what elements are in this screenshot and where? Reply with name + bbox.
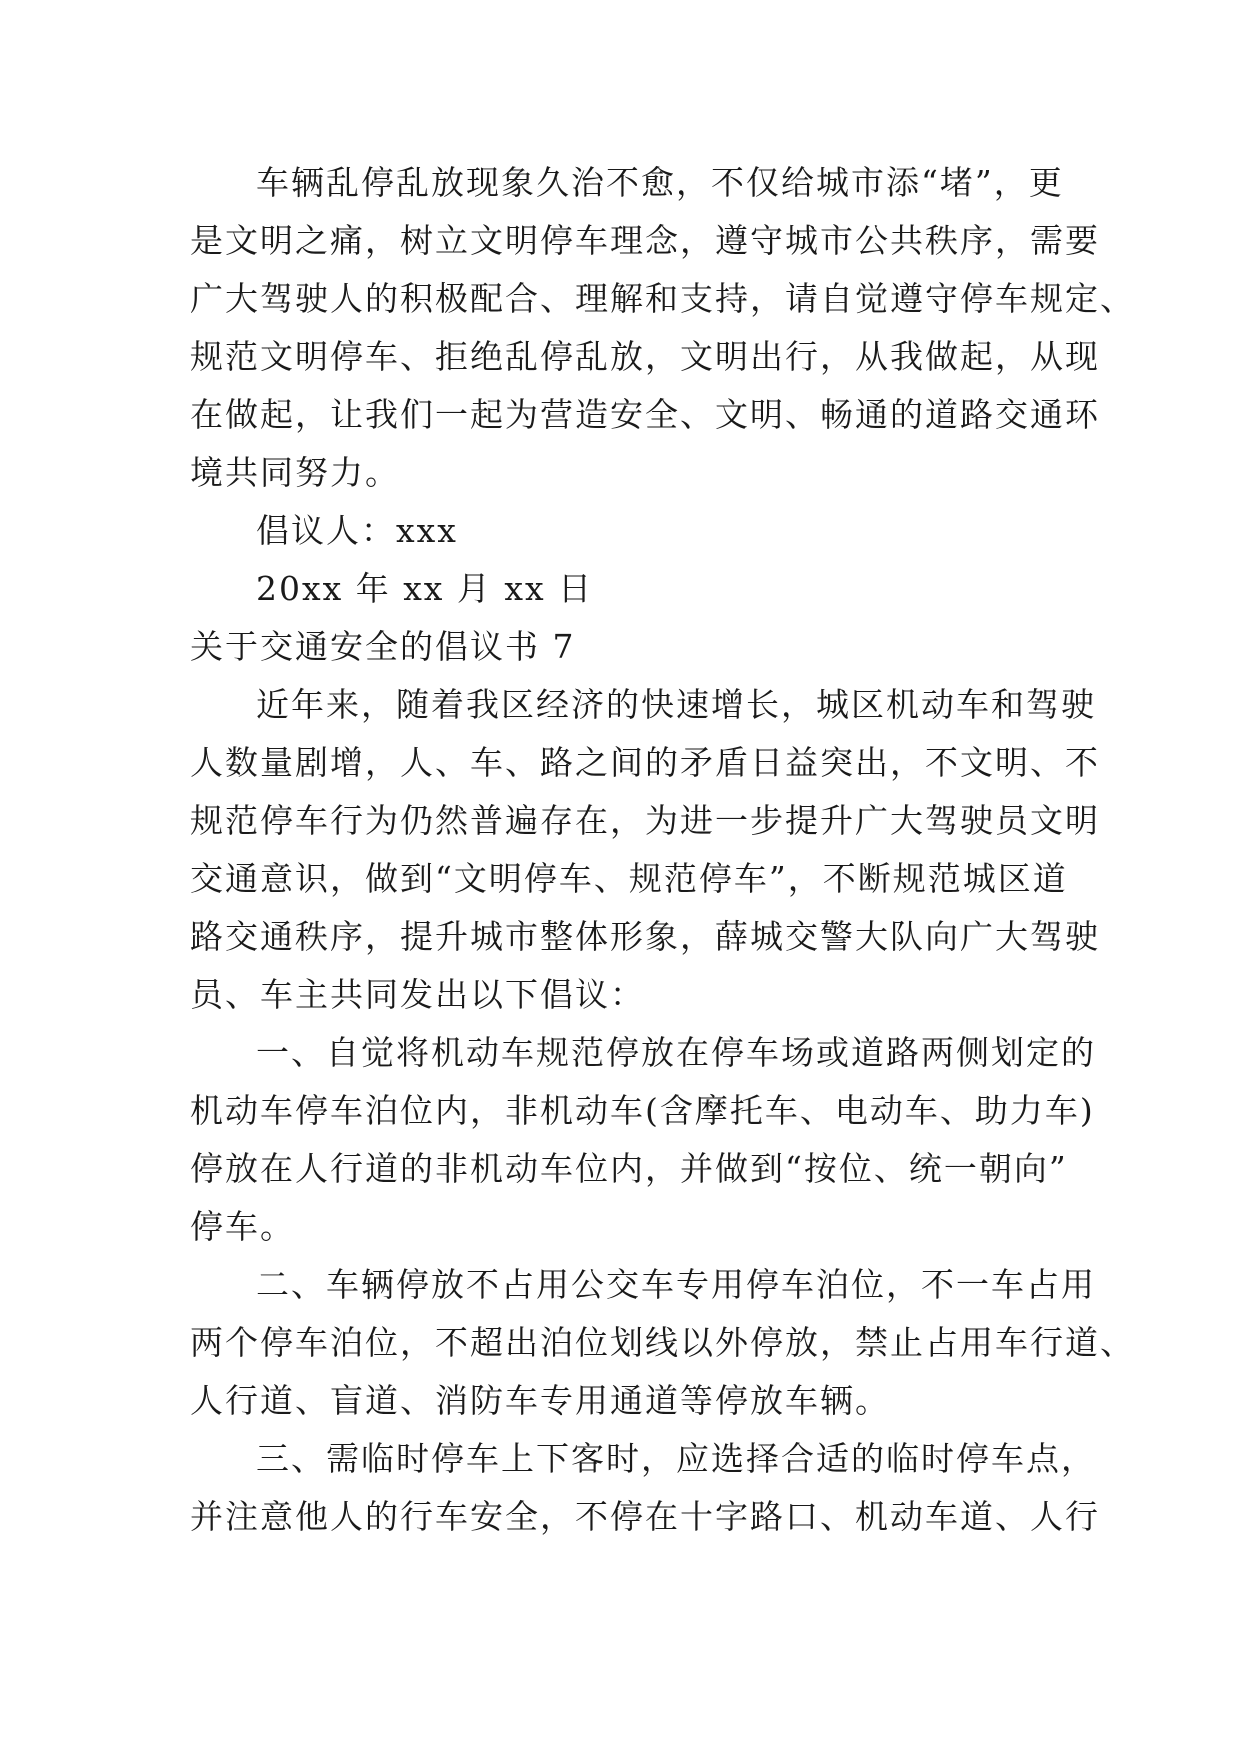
paragraph-line: 机动车停车泊位内，非机动车(含摩托车、电动车、助力车) — [190, 1091, 1095, 1130]
paragraph-line: 车辆乱停乱放现象久治不愈，不仅给城市添“堵”，更 — [256, 163, 1064, 202]
paragraph-line: 境共同努力。 — [190, 453, 400, 492]
section-heading: 关于交通安全的倡议书 7 — [190, 627, 576, 666]
paragraph-line: 一、自觉将机动车规范停放在停车场或道路两侧划定的 — [256, 1033, 1096, 1072]
paragraph-line: 并注意他人的行车安全，不停在十字路口、机动车道、人行 — [190, 1497, 1100, 1536]
signatory-line: 倡议人：xxx — [256, 511, 458, 550]
paragraph-line: 员、车主共同发出以下倡议： — [190, 975, 645, 1014]
paragraph-line: 三、需临时停车上下客时，应选择合适的临时停车点， — [256, 1439, 1096, 1478]
paragraph-line: 广大驾驶人的积极配合、理解和支持，请自觉遵守停车规定、 — [190, 279, 1135, 318]
paragraph-line: 路交通秩序，提升城市整体形象，薛城交警大队向广大驾驶 — [190, 917, 1100, 956]
paragraph-line: 规范停车行为仍然普遍存在，为进一步提升广大驾驶员文明 — [190, 801, 1100, 840]
paragraph-line: 人数量剧增，人、车、路之间的矛盾日益突出，不文明、不 — [190, 743, 1100, 782]
paragraph-line: 在做起，让我们一起为营造安全、文明、畅通的道路交通环 — [190, 395, 1100, 434]
paragraph-line: 规范文明停车、拒绝乱停乱放，文明出行，从我做起，从现 — [190, 337, 1100, 376]
paragraph-line: 人行道、盲道、消防车专用通道等停放车辆。 — [190, 1381, 890, 1420]
date-line: 20xx 年 xx 月 xx 日 — [256, 569, 594, 608]
paragraph-line: 两个停车泊位，不超出泊位划线以外停放，禁止占用车行道、 — [190, 1323, 1135, 1362]
paragraph-line: 是文明之痛，树立文明停车理念，遵守城市公共秩序，需要 — [190, 221, 1100, 260]
paragraph-line: 二、车辆停放不占用公交车专用停车泊位，不一车占用 — [256, 1265, 1096, 1304]
paragraph-line: 停车。 — [190, 1207, 295, 1246]
paragraph-line: 交通意识，做到“文明停车、规范停车”，不断规范城区道 — [190, 859, 1068, 898]
paragraph-line: 近年来，随着我区经济的快速增长，城区机动车和驾驶 — [256, 685, 1096, 724]
paragraph-line: 停放在人行道的非机动车位内，并做到“按位、统一朝向” — [190, 1149, 1068, 1188]
